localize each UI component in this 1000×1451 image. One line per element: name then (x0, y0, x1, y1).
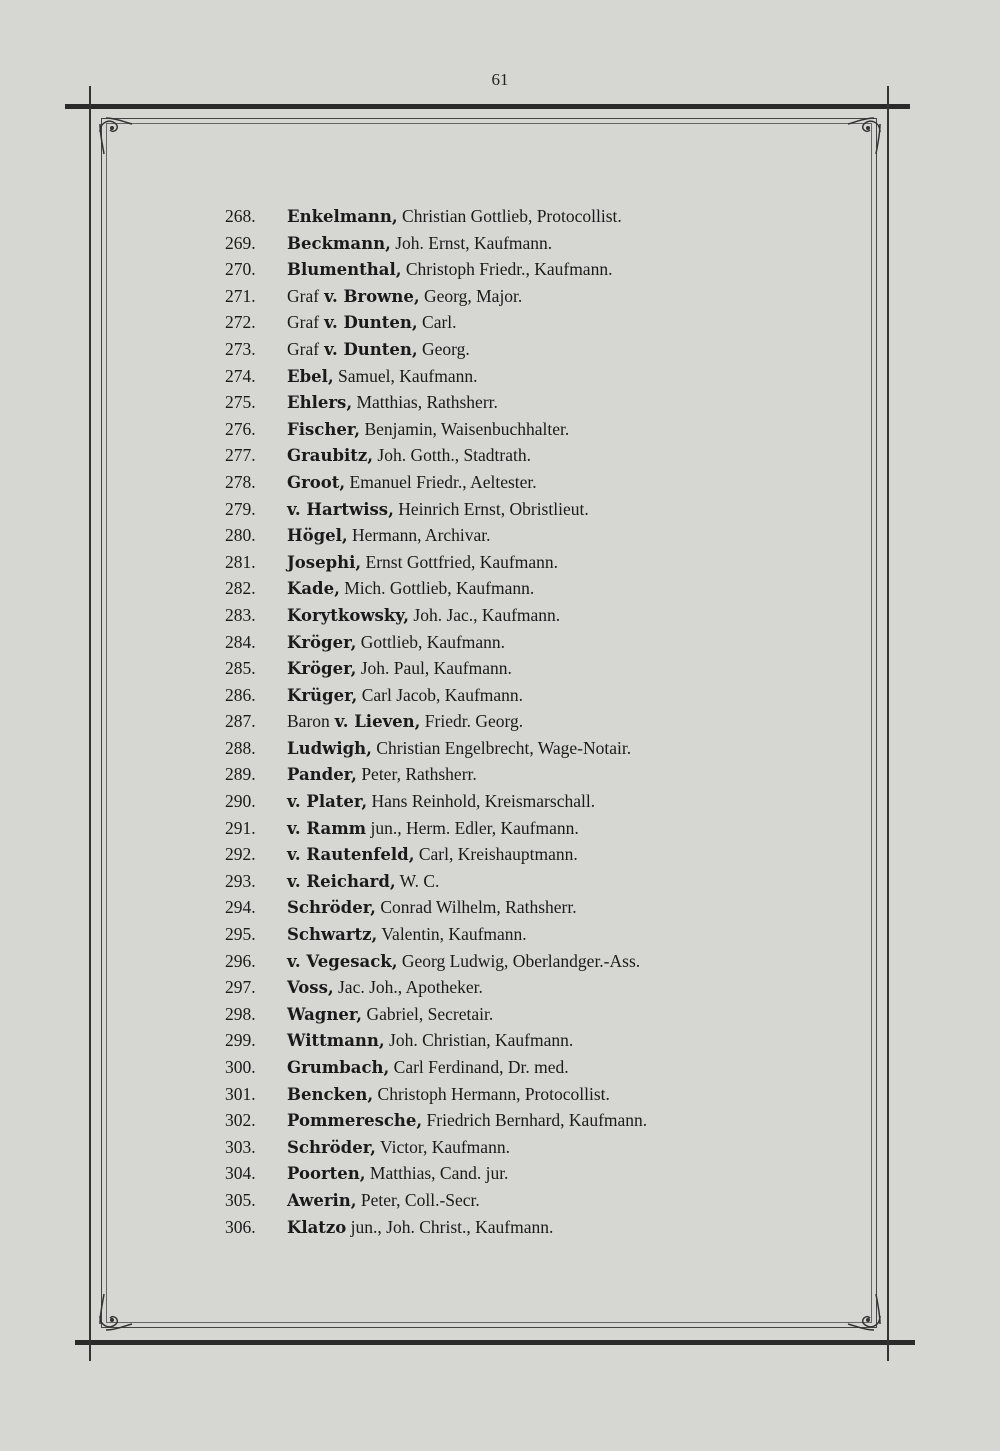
entry-details: Christian Gottlieb, Protocollist. (397, 206, 622, 226)
entry-surname: Ehlers, (287, 393, 353, 413)
entry-surname: v. Hartwiss, (287, 499, 394, 519)
entry-surname: Kröger, (287, 659, 357, 679)
list-item (225, 283, 785, 310)
entry-details: Matthias, Cand. jur. (365, 1163, 509, 1184)
entry-details: Georg, Major. (419, 285, 523, 306)
entry-text (287, 948, 640, 975)
entry-text (287, 442, 531, 469)
list-item (225, 522, 785, 549)
entry-surname: Fischer, (287, 419, 361, 439)
entry-surname: Groot, (287, 472, 346, 492)
entry-details: Georg. (417, 338, 470, 359)
corner-ornament-icon (838, 1288, 884, 1334)
entry-details: Friedr. Georg. (420, 711, 524, 732)
entry-number: 281. (225, 551, 256, 572)
entry-details: Joh. Jac., Kaufmann. (409, 604, 561, 625)
entry-surname: v. Dunten, (324, 313, 418, 333)
entry-details: jun., Herm. Edler, Kaufmann. (366, 817, 579, 838)
entry-text (287, 1054, 569, 1081)
entry-details: Christian Engelbrecht, Wage-Notair. (371, 737, 632, 758)
entry-surname: Ebel, (287, 366, 334, 386)
left-rule (89, 86, 91, 1361)
entry-details: Joh. Gotth., Stadtrath. (373, 445, 531, 466)
entry-text (287, 416, 569, 443)
entry-details: Heinrich Ernst, Obristlieut. (393, 498, 589, 519)
entry-details: jun., Joh. Christ., Kaufmann. (346, 1216, 554, 1237)
entry-text (287, 549, 558, 576)
entry-number: 304. (225, 1163, 256, 1184)
entry-details: Hans Reinhold, Kreismarschall. (367, 791, 596, 812)
entry-text (287, 256, 612, 283)
entry-number: 298. (225, 1003, 256, 1024)
entry-number: 286. (225, 684, 256, 705)
entry-text (287, 602, 560, 629)
entry-surname: Wittmann, (287, 1031, 385, 1051)
entry-details: Peter, Coll.-Secr. (356, 1189, 480, 1210)
list-item (225, 1160, 785, 1187)
entry-number: 303. (225, 1136, 256, 1157)
entry-text (287, 735, 631, 762)
entry-surname: Klatzo (287, 1217, 347, 1237)
list-item (225, 1081, 785, 1108)
entry-details: Valentin, Kaufmann. (377, 924, 527, 945)
list-item (225, 682, 785, 709)
entry-number: 273. (225, 338, 256, 359)
entry-number: 280. (225, 525, 256, 546)
entry-details: Ernst Gottfried, Kaufmann. (361, 551, 558, 572)
entry-text (287, 336, 470, 363)
entry-surname: Enkelmann, (287, 207, 398, 226)
entry-text (287, 1160, 508, 1187)
entry-title-prefix: Graf (287, 285, 320, 306)
list-item (225, 1214, 785, 1241)
entry-surname: Grumbach, (287, 1058, 390, 1077)
entry-surname: Kade, (287, 579, 340, 599)
entry-number: 292. (225, 844, 256, 865)
entry-details: Georg Ludwig, Oberlandger.-Ass. (397, 950, 641, 971)
entry-title-prefix: Baron (287, 711, 330, 732)
entry-surname: Poorten, (287, 1164, 366, 1184)
list-item (225, 1134, 785, 1161)
list-item (225, 735, 785, 762)
entry-text (287, 1214, 553, 1241)
entry-surname: Krüger, (287, 685, 358, 705)
list-item (225, 868, 785, 895)
list-item (225, 894, 785, 921)
list-item (225, 1187, 785, 1214)
entry-surname: v. Vegesack, (287, 951, 398, 971)
entry-number: 290. (225, 791, 256, 812)
list-item (225, 496, 785, 523)
list-item (225, 708, 785, 735)
list-item (225, 602, 785, 629)
entry-text (287, 655, 512, 682)
entry-surname: Kröger, (287, 632, 357, 652)
list-item (225, 1027, 785, 1054)
entry-surname: Beckmann, (287, 233, 391, 253)
entry-text (287, 629, 505, 656)
list-item (225, 1107, 785, 1134)
entry-number: 306. (225, 1216, 256, 1237)
entry-text (287, 1134, 510, 1161)
entry-details: Jac. Joh., Apotheker. (333, 977, 483, 998)
entry-number: 285. (225, 658, 256, 679)
entry-surname: v. Browne, (324, 286, 420, 306)
entry-text (287, 575, 534, 602)
entry-number: 299. (225, 1030, 256, 1051)
entry-text (287, 283, 522, 310)
entry-text (287, 363, 477, 390)
entry-text (287, 815, 579, 842)
member-list (225, 203, 785, 1240)
entry-details: Victor, Kaufmann. (375, 1136, 510, 1157)
entry-text (287, 974, 483, 1001)
entry-text (287, 1107, 647, 1134)
entry-number: 282. (225, 578, 256, 599)
entry-number: 301. (225, 1083, 256, 1104)
corner-ornament-icon (96, 114, 142, 160)
entry-details: Matthias, Rathsherr. (352, 392, 498, 413)
entry-text (287, 469, 537, 496)
entry-details: Conrad Wilhelm, Rathsherr. (375, 897, 577, 918)
entry-details: Joh. Christian, Kaufmann. (384, 1030, 574, 1051)
entry-number: 279. (225, 498, 256, 519)
entry-text (287, 921, 527, 948)
list-item (225, 841, 785, 868)
entry-number: 294. (225, 897, 256, 918)
entry-surname: Schröder, (287, 898, 376, 918)
entry-details: Hermann, Archivar. (347, 525, 491, 546)
entry-number: 305. (225, 1189, 256, 1210)
entry-text (287, 868, 439, 895)
list-item (225, 336, 785, 363)
entry-surname: v. Plater, (287, 792, 368, 812)
entry-surname: Wagner, (287, 1004, 363, 1024)
entry-surname: Blumenthal, (287, 260, 402, 280)
entry-text (287, 1187, 480, 1214)
list-item (225, 230, 785, 257)
list-item (225, 629, 785, 656)
entry-details: Carl. (417, 312, 457, 333)
corner-ornament-icon (838, 114, 884, 160)
right-rule (887, 86, 889, 1361)
entry-number: 287. (225, 711, 256, 732)
entry-number: 274. (225, 365, 256, 386)
entry-surname: Pommeresche, (287, 1111, 423, 1131)
list-item (225, 309, 785, 336)
entry-text (287, 1027, 573, 1054)
entry-number: 283. (225, 604, 256, 625)
entry-text (287, 203, 622, 230)
entry-number: 268. (225, 206, 256, 226)
list-item (225, 442, 785, 469)
entry-details: Joh. Paul, Kaufmann. (356, 658, 512, 679)
entry-surname: v. Lieven, (334, 712, 421, 732)
entry-number: 302. (225, 1110, 256, 1131)
entry-surname: Korytkowsky, (287, 605, 410, 625)
entry-text (287, 682, 523, 709)
entry-surname: v. Ramm (287, 818, 367, 838)
entry-surname: Voss, (287, 978, 334, 998)
entry-number: 278. (225, 471, 256, 492)
entry-details: Samuel, Kaufmann. (333, 365, 478, 386)
entry-text (287, 389, 498, 416)
entry-details: Christoph Friedr., Kaufmann. (401, 259, 613, 280)
entry-text (287, 496, 589, 523)
entry-number: 295. (225, 924, 256, 945)
list-item (225, 761, 785, 788)
list-item (225, 363, 785, 390)
entry-number: 277. (225, 445, 256, 466)
entry-number: 272. (225, 312, 256, 333)
entry-number: 297. (225, 977, 256, 998)
entry-details: Benjamin, Waisenbuchhalter. (360, 418, 570, 439)
entry-details: Peter, Rathsherr. (356, 764, 477, 785)
entry-text (287, 1081, 610, 1108)
entry-text (287, 522, 491, 549)
entry-number: 269. (225, 232, 256, 253)
list-item (225, 549, 785, 576)
list-item (225, 1001, 785, 1028)
entry-details: Carl Ferdinand, Dr. med. (389, 1057, 569, 1077)
entry-number: 276. (225, 418, 256, 439)
list-item (225, 416, 785, 443)
entry-text (287, 894, 577, 921)
entry-surname: Pander, (287, 765, 357, 785)
entry-surname: v. Rautenfeld, (287, 845, 415, 865)
entry-number: 296. (225, 950, 256, 971)
entry-surname: Ludwigh, (287, 738, 372, 758)
entry-number: 284. (225, 631, 256, 652)
entry-number: 289. (225, 764, 256, 785)
entry-surname: Schwartz, (287, 925, 378, 945)
list-item (225, 203, 785, 230)
entry-surname: Awerin, (287, 1190, 357, 1210)
entry-text (287, 230, 552, 257)
entry-text (287, 841, 578, 868)
entry-number: 293. (225, 870, 256, 891)
entry-number: 300. (225, 1057, 256, 1077)
list-item (225, 1054, 785, 1081)
list-item (225, 921, 785, 948)
list-item (225, 655, 785, 682)
entry-surname: Graubitz, (287, 446, 374, 466)
entry-surname: Högel, (287, 526, 348, 546)
entry-details: Carl, Kreishauptmann. (414, 844, 578, 865)
entry-text (287, 788, 595, 815)
list-item (225, 974, 785, 1001)
list-item (225, 389, 785, 416)
entry-number: 288. (225, 737, 256, 758)
entry-details: W. C. (395, 870, 440, 891)
page-number: 61 (491, 70, 509, 89)
entry-title-prefix: Graf (287, 312, 320, 333)
entry-surname: Josephi, (287, 552, 362, 572)
entry-surname: v. Reichard, (287, 871, 396, 891)
entry-details: Carl Jacob, Kaufmann. (357, 684, 524, 705)
entry-number: 271. (225, 285, 256, 306)
entry-details: Joh. Ernst, Kaufmann. (390, 232, 553, 253)
list-item (225, 948, 785, 975)
entry-surname: Schröder, (287, 1137, 376, 1157)
entry-text (287, 761, 477, 788)
list-item (225, 469, 785, 496)
corner-ornament-icon (96, 1288, 142, 1334)
entry-details: Friedrich Bernhard, Kaufmann. (422, 1110, 648, 1131)
entry-details: Gabriel, Secretair. (362, 1003, 494, 1024)
list-item (225, 575, 785, 602)
list-item (225, 815, 785, 842)
top-rule (65, 104, 910, 109)
entry-text (287, 708, 523, 735)
entry-details: Mich. Gottlieb, Kaufmann. (339, 578, 535, 599)
entry-details: Emanuel Friedr., Aeltester. (345, 471, 537, 492)
bottom-rule (75, 1340, 915, 1345)
entry-number: 291. (225, 817, 256, 838)
entry-number: 270. (225, 259, 256, 280)
entry-details: Christoph Hermann, Protocollist. (373, 1083, 610, 1104)
entry-text (287, 309, 457, 336)
list-item (225, 788, 785, 815)
entry-title-prefix: Graf (287, 338, 320, 359)
entry-details: Gottlieb, Kaufmann. (356, 631, 506, 652)
entry-surname: Bencken, (287, 1084, 374, 1104)
entry-text (287, 1001, 493, 1028)
entry-surname: v. Dunten, (324, 339, 418, 359)
entry-number: 275. (225, 392, 256, 413)
list-item (225, 256, 785, 283)
